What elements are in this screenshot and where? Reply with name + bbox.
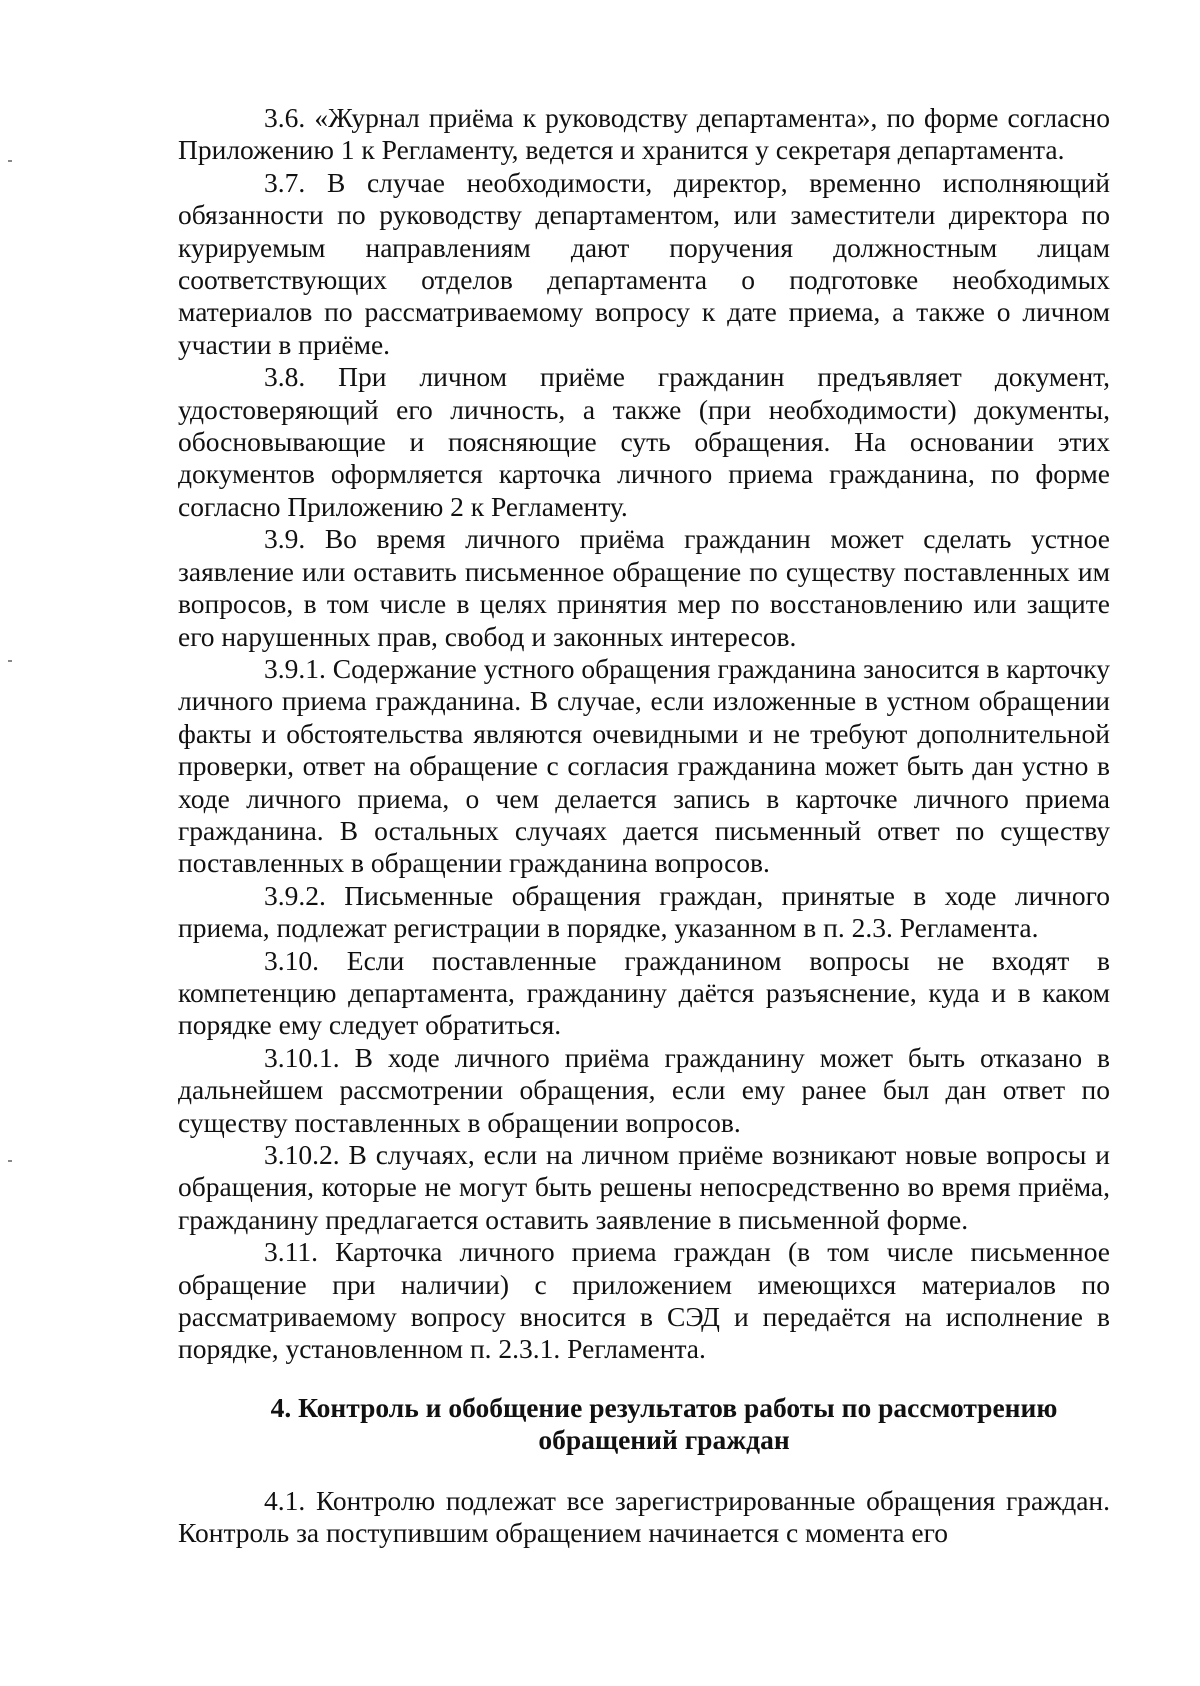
section-4-heading	[178, 1392, 1110, 1457]
paragraph-3-11: 3.11. Карточка личного приема граждан (в том числе письменное обращение при наличии) с приложением имеющихся материалов по рассматриваемому вопросу вносится в СЭД и передаётся на исполнение в порядке, установленном п. 2.3.1. Регламента.	[178, 1236, 1110, 1365]
paragraph-3-10-2: 3.10.2. В случаях, если на личном приёме возникают новые вопросы и обращения, которые не могут быть решены непосредственно во время приёма, гражданину предлагается оставить заявление в письменной форме.	[178, 1139, 1110, 1235]
scan-margin-mark	[8, 660, 12, 662]
document-body	[178, 102, 1110, 1549]
paragraph-3-9-1: 3.9.1. Содержание устного обращения гражданина заносится в карточку личного приема гражданина. В случае, если изложенные в устном обращении факты и обстоятельства являются очевидными и не требуют дополнительной проверки, ответ на обращение с согласия гражданина может быть дан устно в ходе личного приема, о чем делается запись в карточке личного приема гражданина. В остальных случаях дается письменный ответ по существу поставленных в обращении гражданина вопросов.	[178, 652, 1110, 879]
paragraph-3-7: 3.7. В случае необходимости, директор, временно исполняющий обязанности по руководству департаментом, или заместители директора по курируемым направлениям дают поручения должностным лицам соответствующих отделов департамента о подготовке необходимых материалов по рассматриваемому вопросу к дате приема, а также о личном участии в приёме.	[178, 166, 1110, 360]
paragraph-3-6: 3.6. «Журнал приёма к руководству департамента», по форме согласно Приложению 1 к Регламенту, ведется и хранится у секретаря департамента.	[178, 102, 1110, 166]
paragraph-3-9: 3.9. Во время личного приёма гражданин может сделать устное заявление или оставить письменное обращение по существу поставленных им вопросов, в том числе в целях принятия мер по восстановлению или защите его нарушенных прав, свобод и законных интересов.	[178, 523, 1110, 652]
paragraph-3-10: 3.10. Если поставленные гражданином вопросы не входят в компетенцию департамента, гражданину даётся разъяснение, куда и в каком порядке ему следует обратиться.	[178, 944, 1110, 1041]
section-4-heading-line2: обращений граждан	[538, 1424, 790, 1456]
scan-margin-mark	[8, 1160, 12, 1162]
paragraph-4-1: 4.1. Контролю подлежат все зарегистрированные обращения граждан. Контроль за поступившим обращением начинается с момента его	[178, 1484, 1110, 1549]
paragraph-3-8: 3.8. При личном приёме гражданин предъявляет документ, удостоверяющий его личность, а также (при необходимости) документы, обосновывающие и поясняющие суть обращения. На основании этих документов оформляется карточка личного приема гражданина, по форме согласно Приложению 2 к Регламенту.	[178, 361, 1110, 522]
scan-margin-mark	[8, 160, 12, 162]
paragraph-3-9-2: 3.9.2. Письменные обращения граждан, принятые в ходе личного приема, подлежат регистрации в порядке, указанном в п. 2.3. Регламента.	[178, 879, 1110, 944]
section-4-heading-line1: 4. Контроль и обобщение результатов работы по рассмотрению	[270, 1391, 1058, 1423]
paragraph-3-10-1: 3.10.1. В ходе личного приёма гражданину может быть отказано в дальнейшем рассмотрении обращения, если ему ранее был дан ответ по существу поставленных в обращении вопросов.	[178, 1041, 1110, 1138]
